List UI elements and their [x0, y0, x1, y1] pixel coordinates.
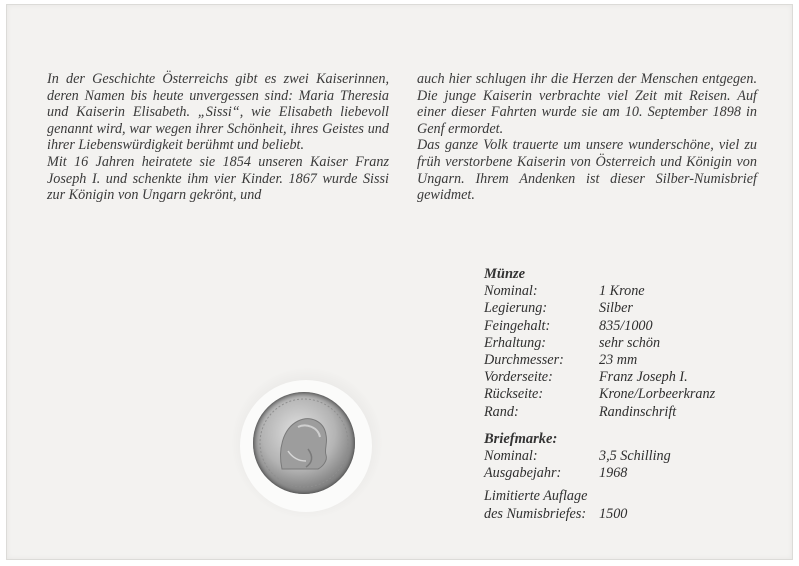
spec-value: 1968	[599, 465, 628, 482]
spec-row	[484, 386, 774, 403]
spec-row	[484, 352, 774, 369]
spec-row	[484, 369, 774, 386]
spec-label: Nominal:	[484, 448, 538, 465]
spec-value: Franz Joseph I.	[599, 369, 688, 386]
spec-row	[484, 318, 774, 335]
spec-label: Vorderseite:	[484, 369, 553, 386]
spec-row	[484, 335, 774, 352]
spec-row	[484, 283, 774, 300]
specification-block	[484, 266, 774, 523]
stamp-specs-heading: Briefmarke:	[484, 430, 558, 447]
spec-value: 1 Krone	[599, 283, 645, 300]
intro-paragraph-3: auch hier schlugen ihr die Herzen der Menschen entgegen. Die junge Kaiserin verbrachte viel Zeit mit Reisen. Auf einer dieser Fahrten wurde sie am 10. September 1898 in Genf ermordet.	[417, 71, 757, 137]
coin-specs-heading: Münze	[484, 266, 526, 282]
spec-value: 3,5 Schilling	[599, 448, 671, 465]
spec-label: des Numisbriefes:	[484, 505, 587, 522]
spec-label: Erhaltung:	[484, 334, 547, 351]
limited-edition	[484, 488, 774, 522]
spec-row	[484, 465, 774, 482]
spec-row	[484, 506, 774, 523]
numisbrief-sheet	[6, 4, 793, 560]
limited-edition-title: Limitierte Auflage	[484, 488, 588, 505]
spec-value: Krone/Lorbeerkranz	[599, 386, 716, 403]
intro-paragraph-2: Mit 16 Jahren heiratete sie 1854 unseren Kaiser Franz Joseph I. und schenkte ihm vier Kinder. 1867 wurde Sissi zur Königin von Ungarn gekrönt, und	[47, 153, 389, 204]
spec-row	[484, 448, 774, 465]
spec-label: Feingehalt:	[484, 317, 551, 334]
coin-specs-list	[484, 283, 774, 421]
spec-label: Durchmesser:	[484, 352, 564, 369]
stamp-specs	[484, 431, 774, 483]
spec-label: Nominal:	[484, 283, 538, 300]
spec-value: 1500	[599, 505, 628, 522]
intro-paragraph-1: In der Geschichte Österreichs gibt es zwei Kaiserinnen, deren Namen bis heute unvergessen sind: Maria Theresia und Kaiserin Elisabeth. „Sissi“, wie Elisabeth liebevoll genannt wird, war wegen ihrer Schönheit, ihres Geistes und ihrer Liebenswürdigkeit berühmt und beliebt.	[47, 71, 389, 154]
intro-left-column	[47, 71, 389, 204]
spec-value: Randinschrift	[599, 403, 677, 420]
spec-label: Legierung:	[484, 300, 548, 317]
spec-row	[484, 300, 774, 317]
spec-value: 835/1000	[599, 317, 653, 334]
spec-row	[484, 404, 774, 421]
spec-value: Silber	[599, 300, 633, 317]
silver-coin-icon	[252, 391, 356, 495]
intro-right-column	[417, 71, 757, 204]
intro-paragraph-4: Das ganze Volk trauerte um unsere wunderschöne, viel zu früh verstorbene Kaiserin von Österreich und Königin von Ungarn. Ihrem Andenken ist dieser Silber-Numisbrief gewidmet.	[417, 137, 757, 204]
spec-label: Rückseite:	[484, 386, 544, 403]
spec-value: sehr schön	[599, 334, 661, 351]
spec-value: 23 mm	[599, 352, 638, 369]
spec-label: Ausgabejahr:	[484, 465, 562, 482]
spec-label: Rand:	[484, 403, 519, 420]
